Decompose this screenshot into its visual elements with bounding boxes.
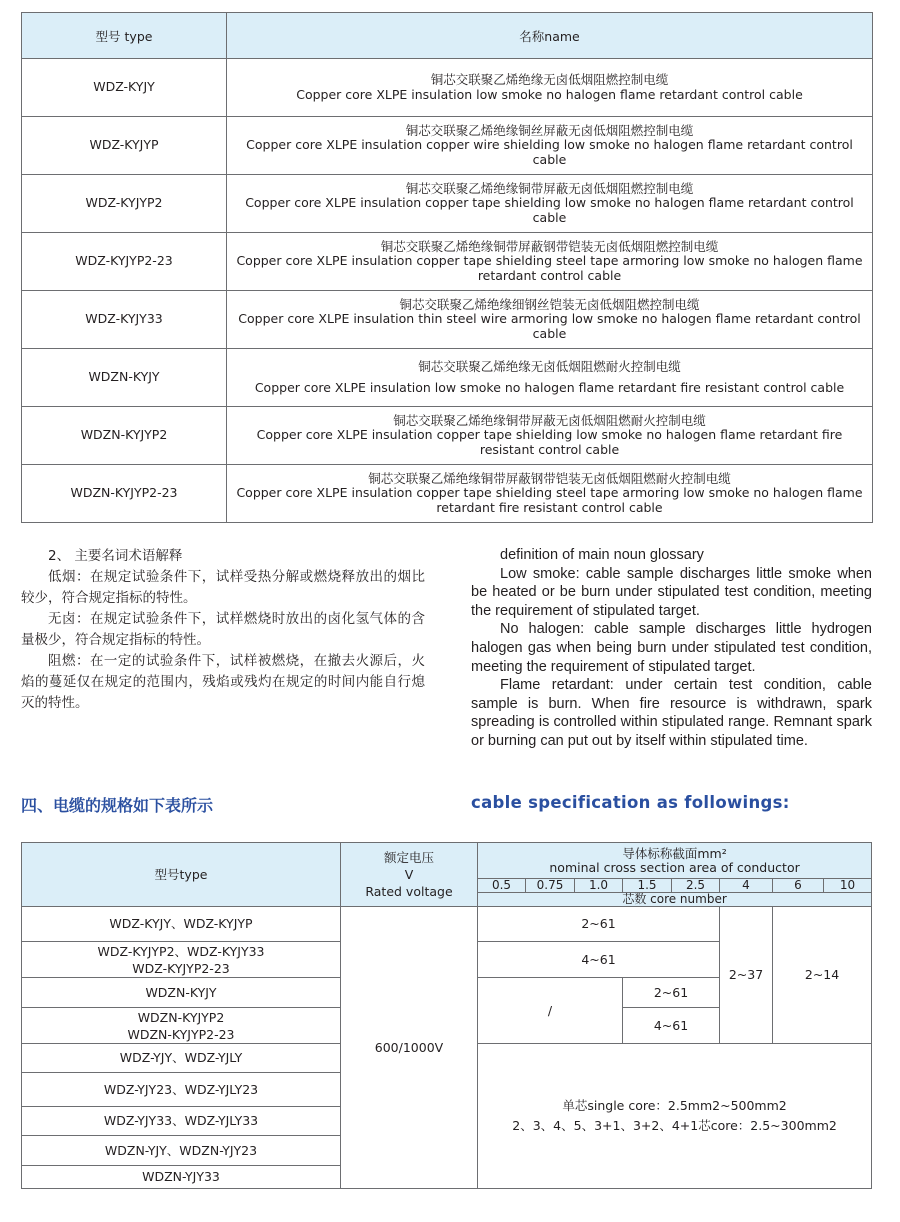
row-name	[227, 175, 873, 233]
cable-spec-table	[21, 842, 872, 1189]
voltage-label-en: Rated voltage	[365, 884, 453, 899]
type-cell	[22, 1008, 341, 1044]
row-name	[227, 291, 873, 349]
name-zh: 铜芯交联聚乙烯绝缘无卤低烟阻燃耐火控制电缆	[418, 359, 681, 374]
spec-header-type: 型号type	[22, 843, 341, 907]
spec-header-row	[22, 843, 872, 879]
size-cell: 4	[720, 879, 773, 893]
row-code: WDZN-KYJYP2-23	[22, 465, 227, 523]
glossary-zh-low-smoke: 低烟：在规定试验条件下，试样受热分解或燃烧释放出的烟比较少，符合规定指标的特性。	[21, 569, 425, 606]
size-cell: 6	[773, 879, 824, 893]
section-heading-zh: 四、电缆的规格如下表所示	[21, 796, 214, 815]
name-en: Copper core XLPE insulation thin steel wire armoring low smoke no halogen flame retardant control cable	[238, 311, 861, 341]
name-zh: 铜芯交联聚乙烯绝缘铜带屏蔽钢带铠装无卤低烟阻燃耐火控制电缆	[368, 470, 731, 486]
row-code: WDZ-KYJYP	[22, 117, 227, 175]
row-code: WDZ-KYJY	[22, 59, 227, 117]
type-line: WDZN-KYJYP2-23	[127, 1026, 235, 1042]
cores-slash-cell: /	[478, 978, 623, 1044]
name-zh: 铜芯交联聚乙烯绝缘铜带屏蔽无卤低烟阻燃控制电缆	[405, 180, 694, 196]
table-row	[22, 175, 873, 233]
core-range-cell	[478, 1044, 872, 1189]
size-cell: 1.5	[623, 879, 672, 893]
cores-6-10mm-cell: 2~14	[773, 907, 872, 1044]
area-label-zh: 导体标称截面mm²	[622, 845, 727, 861]
size-cell: 2.5	[672, 879, 720, 893]
row-name	[227, 349, 873, 407]
type-line: WDZ-KYJYP2-23	[132, 960, 230, 976]
glossary-zh-title: 2、 主要名词术语解释	[48, 548, 183, 564]
row-code: WDZ-KYJYP2-23	[22, 233, 227, 291]
voltage-unit: V	[404, 867, 414, 882]
glossary-en	[471, 546, 872, 751]
table-row	[22, 407, 873, 465]
glossary-en-low-smoke: Low smoke: cable sample discharges little smoke when be heated or be burn under stipulated test condition, meeting the requirement of stipulated target.	[471, 565, 872, 619]
cable-type-table	[21, 12, 873, 523]
size-cell: 10	[824, 879, 872, 893]
row-code: WDZN-KYJY	[22, 349, 227, 407]
name-en: Copper core XLPE insulation copper tape shielding steel tape armoring low smoke no halogen flame retardant fire resistant control cable	[236, 485, 863, 515]
type-cell: WDZN-YJY33	[22, 1166, 341, 1189]
type-cell: WDZ-YJY、WDZ-YJLY	[22, 1044, 341, 1073]
row-code: WDZ-KYJYP2	[22, 175, 227, 233]
type-line: WDZ-KYJYP2、WDZ-KYJY33	[97, 943, 265, 959]
name-en: Copper core XLPE insulation low smoke no halogen flame retardant fire resistant control cable	[254, 379, 845, 395]
glossary-zh-flame-retardant: 阻燃：在一定的试验条件下，试样被燃烧，在撤去火源后，火焰的蔓延仅在规定的范围内，残焰或残灼在规定的时间内能自行熄灭的特性。	[21, 653, 425, 711]
name-en: Copper core XLPE insulation copper tape shielding low smoke no halogen flame retardant fire resistant control cable	[256, 427, 843, 457]
type-cell: WDZ-KYJY、WDZ-KYJYP	[22, 907, 341, 942]
cores-cell: 2~61	[623, 978, 720, 1008]
header-type: 型号 type	[22, 13, 227, 59]
name-zh: 铜芯交联聚乙烯绝缘铜丝屏蔽无卤低烟阻燃控制电缆	[405, 122, 694, 138]
glossary-zh-no-halogen: 无卤：在规定试验条件下，试样燃烧时放出的卤化氢气体的含量极少，符合规定指标的特性。	[21, 611, 425, 648]
table-row	[22, 233, 873, 291]
row-code: WDZN-KYJYP2	[22, 407, 227, 465]
glossary-en-flame-retardant: Flame retardant: under certain test condition, cable sample is burn. When fire resource is withdrawn, spark spreading is controlled within stipulated range. Remnant spark or burning can put out by itself within stipulated time.	[471, 677, 872, 749]
row-name	[227, 407, 873, 465]
name-en: Copper core XLPE insulation low smoke no halogen flame retardant control cable	[296, 86, 803, 102]
spec-header-area	[478, 843, 872, 879]
glossary-zh	[21, 546, 425, 714]
cores-4mm-cell: 2~37	[720, 907, 773, 1044]
type-cell: WDZN-YJY、WDZN-YJY23	[22, 1136, 341, 1166]
name-zh: 铜芯交联聚乙烯绝缘铜带屏蔽钢带铠装无卤低烟阻燃控制电缆	[380, 238, 719, 254]
name-en: Copper core XLPE insulation copper wire shielding low smoke no halogen flame retardant control cable	[246, 137, 853, 167]
name-zh: 铜芯交联聚乙烯绝缘细钢丝铠装无卤低烟阻燃控制电缆	[399, 296, 700, 312]
table-row	[22, 117, 873, 175]
table-row	[22, 59, 873, 117]
core-number-label: 芯数 core number	[478, 893, 872, 907]
voltage-cell: 600/1000V	[341, 907, 478, 1189]
row-name	[227, 117, 873, 175]
table-row	[22, 465, 873, 523]
type-cell	[22, 942, 341, 978]
table-row	[22, 349, 873, 407]
table-row	[22, 291, 873, 349]
name-en: Copper core XLPE insulation copper tape shielding steel tape armoring low smoke no halogen flame retardant control cable	[236, 253, 863, 283]
header-name: 名称name	[227, 13, 873, 59]
spec-header-voltage	[341, 843, 478, 907]
glossary-en-no-halogen: No halogen: cable sample discharges little hydrogen halogen gas when being burn under stipulated test condition, meeting the requirement of stipulated target.	[471, 621, 872, 675]
row-name	[227, 233, 873, 291]
size-cell: 0.75	[526, 879, 575, 893]
type-line: WDZN-KYJYP2	[137, 1009, 225, 1025]
table-header-row	[22, 13, 873, 59]
row-name	[227, 59, 873, 117]
name-zh: 铜芯交联聚乙烯绝缘铜带屏蔽无卤低烟阻燃耐火控制电缆	[393, 412, 706, 428]
type-cell: WDZN-KYJY	[22, 978, 341, 1008]
single-core-text: 单芯single core：2.5mm2~500mm2	[562, 1098, 787, 1113]
glossary-en-title: definition of main noun glossary	[500, 547, 704, 563]
section-heading-en: cable specification as followings:	[471, 793, 790, 812]
size-cell: 0.5	[478, 879, 526, 893]
size-cell: 1.0	[575, 879, 623, 893]
area-label-en: nominal cross section area of conductor	[549, 859, 800, 875]
multi-core-text: 2、3、4、5、3+1、3+2、4+1芯core：2.5~300mm2	[512, 1118, 837, 1133]
cores-cell: 2~61	[478, 907, 720, 942]
table-row	[22, 907, 872, 942]
cores-cell: 4~61	[478, 942, 720, 978]
row-name	[227, 465, 873, 523]
name-en: Copper core XLPE insulation copper tape shielding low smoke no halogen flame retardant control cable	[245, 195, 854, 225]
row-code: WDZ-KYJY33	[22, 291, 227, 349]
voltage-label-zh: 额定电压	[383, 850, 434, 865]
name-zh: 铜芯交联聚乙烯绝缘无卤低烟阻燃控制电缆	[430, 72, 669, 87]
cores-cell: 4~61	[623, 1008, 720, 1044]
type-cell: WDZ-YJY33、WDZ-YJLY33	[22, 1107, 341, 1136]
type-cell: WDZ-YJY23、WDZ-YJLY23	[22, 1073, 341, 1107]
